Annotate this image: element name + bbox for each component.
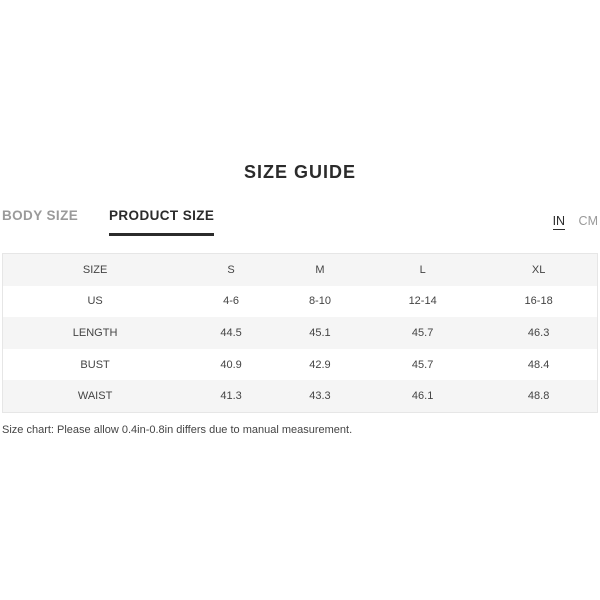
table-cell: 48.8 xyxy=(480,380,597,412)
tab-body-size[interactable]: BODY SIZE xyxy=(2,208,79,223)
table-cell: 45.7 xyxy=(365,317,480,349)
page-title: SIZE GUIDE xyxy=(243,162,356,182)
table-row-label: LENGTH xyxy=(3,317,188,349)
table-header-row xyxy=(3,254,598,286)
table-cell: 46.3 xyxy=(480,317,597,349)
table-cell: 45.7 xyxy=(365,349,480,381)
tab-product-size[interactable]: PRODUCT SIZE xyxy=(109,208,214,236)
table-cell: 42.9 xyxy=(275,349,365,381)
table-cell: 45.1 xyxy=(275,317,365,349)
table-row-label: BUST xyxy=(3,349,188,381)
table-cell: 44.5 xyxy=(187,317,275,349)
table-header-cell: M xyxy=(275,254,365,286)
table-header-cell: L xyxy=(365,254,480,286)
table-cell: 8-10 xyxy=(275,286,365,318)
table-row xyxy=(3,349,598,381)
unit-toggle xyxy=(543,214,598,228)
table-header-cell: XL xyxy=(480,254,597,286)
measurement-note: Size chart: Please allow 0.4in-0.8in differs due to manual measurement. xyxy=(2,424,353,436)
size-table xyxy=(2,253,598,413)
table-cell: 41.3 xyxy=(187,380,275,412)
unit-cm-option[interactable]: CM xyxy=(578,214,598,228)
table-cell: 43.3 xyxy=(275,380,365,412)
table-row-label: WAIST xyxy=(3,380,188,412)
table-row xyxy=(3,380,598,412)
table-row xyxy=(3,286,598,318)
table-cell: 4-6 xyxy=(187,286,275,318)
table-row-label: US xyxy=(3,286,188,318)
table-cell: 12-14 xyxy=(365,286,480,318)
table-cell: 46.1 xyxy=(365,380,480,412)
table-header-cell: S xyxy=(187,254,275,286)
table-cell: 40.9 xyxy=(187,349,275,381)
table-cell: 48.4 xyxy=(480,349,597,381)
table-cell: 16-18 xyxy=(480,286,597,318)
unit-in-option[interactable]: IN xyxy=(552,214,566,228)
table-header-cell: SIZE xyxy=(3,254,188,286)
table-row xyxy=(3,317,598,349)
